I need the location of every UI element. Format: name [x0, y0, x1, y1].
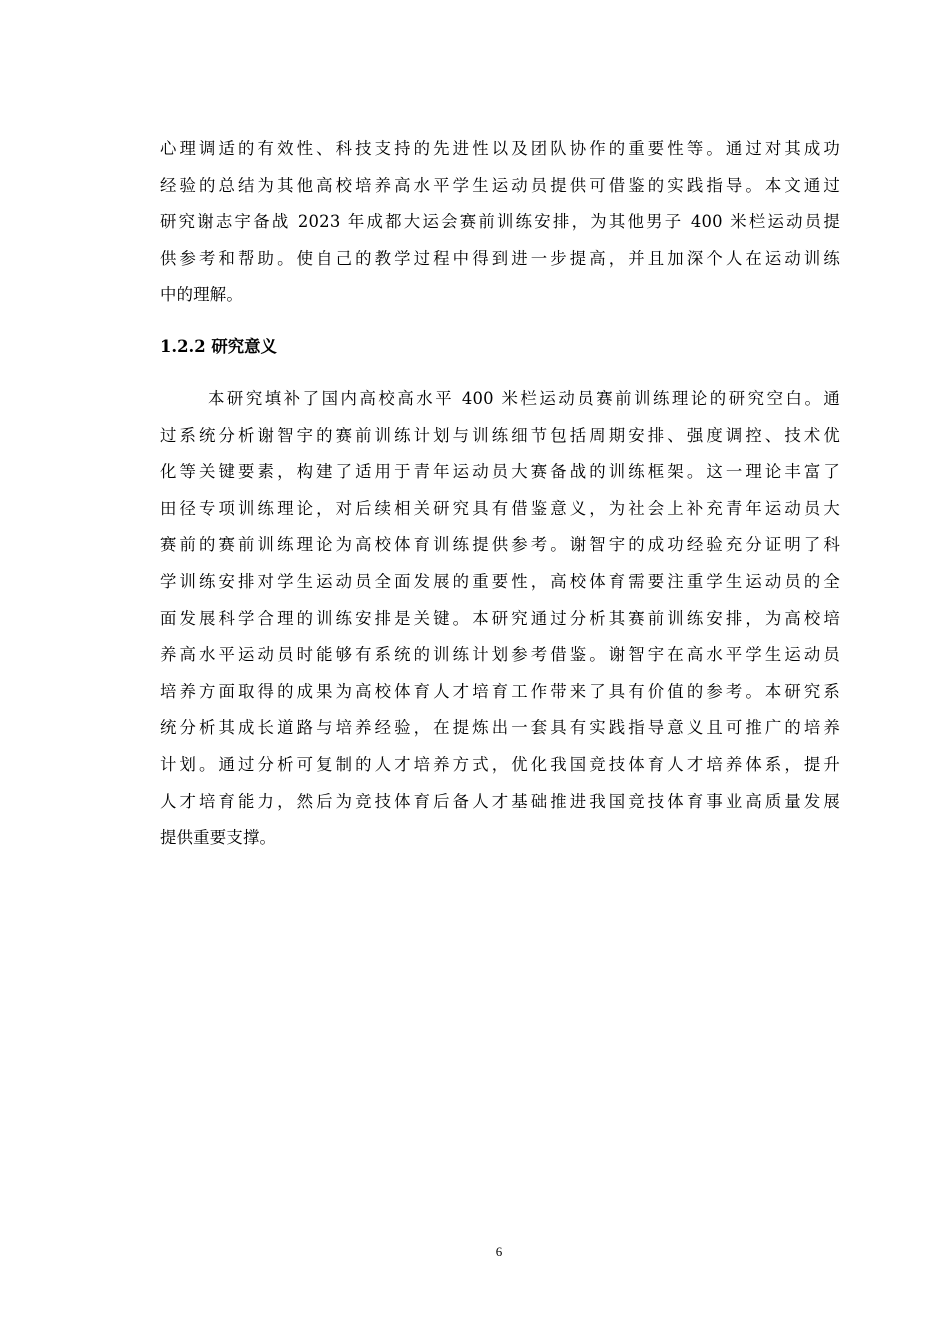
text-line: 面发展科学合理的训练安排是关键。本研究通过分析其赛前训练安排，为高校培	[160, 608, 840, 628]
section-heading: 1.2.2 研究意义	[160, 337, 277, 356]
text-line: 养高水平运动员时能够有系统的训练计划参考借鉴。谢智宇在高水平学生运动员	[160, 645, 840, 665]
text-line: 研究谢志宇备战 2023 年成都大运会赛前训练安排，为其他男子 400 米栏运动员提	[160, 212, 840, 232]
text-line: 心理调适的有效性、科技支持的先进性以及团队协作的重要性等。通过对其成功	[160, 139, 840, 158]
text-line: 提供重要支撑。	[160, 828, 277, 848]
text-line: 供参考和帮助。使自己的教学过程中得到进一步提高，并且加深个人在运动训练	[160, 248, 840, 268]
text-line: 人才培育能力，然后为竞技体育后备人才基础推进我国竞技体育事业高质量发展	[160, 791, 840, 811]
text-line: 计划。通过分析可复制的人才培养方式，优化我国竞技体育人才培养体系，提升	[160, 754, 840, 774]
text-line: 过系统分析谢智宇的赛前训练计划与训练细节包括周期安排、强度调控、技术优	[160, 425, 840, 445]
text-line: 化等关键要素，构建了适用于青年运动员大赛备战的训练框架。这一理论丰富了	[160, 462, 840, 482]
text-line: 本研究填补了国内高校高水平 400 米栏运动员赛前训练理论的研究空白。通	[208, 389, 840, 408]
text-line: 中的理解。	[160, 285, 243, 305]
paragraph-research-purpose-continued	[160, 131, 840, 314]
text-line: 培养方面取得的成果为高校体育人才培育工作带来了具有价值的参考。本研究系	[160, 681, 840, 701]
paragraph-research-significance	[160, 381, 840, 857]
text-line: 统分析其成长道路与培养经验，在提炼出一套具有实践指导意义且可推广的培养	[160, 718, 840, 738]
text-line: 赛前的赛前训练理论为高校体育训练提供参考。谢智宇的成功经验充分证明了科	[160, 535, 840, 555]
text-line: 田径专项训练理论，对后续相关研究具有借鉴意义，为社会上补充青年运动员大	[160, 498, 840, 518]
text-line: 经验的总结为其他高校培养高水平学生运动员提供可借鉴的实践指导。本文通过	[160, 175, 840, 195]
page-number: 6	[495, 1244, 503, 1259]
text-line: 学训练安排对学生运动员全面发展的重要性，高校体育需要注重学生运动员的全	[160, 571, 840, 591]
